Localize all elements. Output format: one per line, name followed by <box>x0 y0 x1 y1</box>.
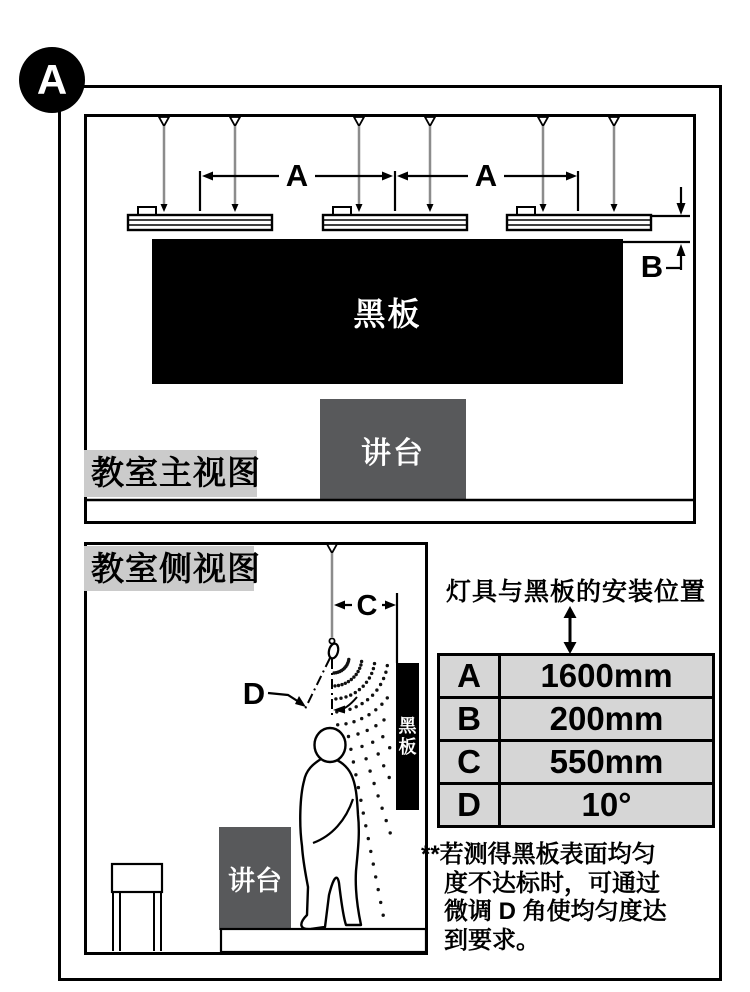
side-view-title: 教室侧视图 <box>84 546 254 591</box>
note-line: 度不达标时，可通过 <box>444 869 660 897</box>
param-cell: C <box>439 741 500 784</box>
dim-label-d: D <box>242 676 266 711</box>
front-view-title: 教室主视图 <box>84 450 257 497</box>
note-line: 微调 D 角使均匀度达 <box>444 898 667 925</box>
podium-front-label: 讲台 <box>361 436 425 470</box>
value-cell: 10° <box>500 784 714 827</box>
blackboard-side-char: 黑 <box>398 715 417 736</box>
note-text <box>421 841 723 955</box>
param-cell: D <box>439 784 500 827</box>
dim-label-a1: A <box>279 158 315 194</box>
spec-table <box>437 653 715 828</box>
blackboard-side-char: 板 <box>398 736 417 757</box>
table-row <box>439 655 714 698</box>
note-line: 到要求。 <box>444 926 540 954</box>
blackboard-side <box>396 663 419 810</box>
note-line: **若测得黑板表面均匀 <box>421 841 656 868</box>
blackboard-front-label: 黑板 <box>353 295 422 332</box>
table-row <box>439 698 714 741</box>
dim-label-c: C <box>352 590 382 622</box>
info-heading: 灯具与黑板的安装位置 <box>445 578 706 606</box>
value-cell: 550mm <box>500 741 714 784</box>
dim-label-b: B <box>640 249 664 284</box>
param-cell: B <box>439 698 500 741</box>
param-cell: A <box>439 655 500 698</box>
podium-front <box>320 399 466 500</box>
dim-label-a2: A <box>468 158 504 194</box>
value-cell: 200mm <box>500 698 714 741</box>
podium-side-label: 讲台 <box>228 866 282 896</box>
section-badge <box>19 47 85 113</box>
blackboard-front <box>152 239 623 384</box>
table-row <box>439 784 714 827</box>
podium-side <box>219 827 291 930</box>
section-badge-label: A <box>36 56 68 103</box>
value-cell: 1600mm <box>500 655 714 698</box>
table-row <box>439 741 714 784</box>
